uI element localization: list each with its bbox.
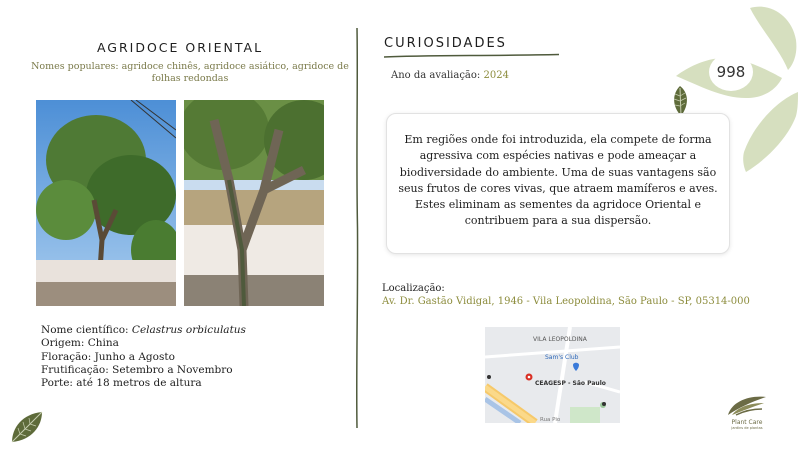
map-district-label: VILA LEOPOLDINA: [533, 336, 587, 343]
map-place-label: CEAGESP - São Paulo: [535, 380, 606, 387]
popular-names: Nomes populares: agridoce chinês, agridoce asiático, agridoce de folhas redondas: [31, 61, 349, 84]
section-title: CURIOSIDADES: [384, 36, 507, 51]
evaluation-year: [391, 70, 509, 81]
size: Porte: até 18 metros de altura: [41, 377, 202, 390]
tree-photo-1: [36, 100, 176, 306]
plant-care-logo-icon: [726, 393, 768, 417]
brand-logo: [717, 419, 777, 430]
curiosity-text: Em regiões onde foi introduzida, ela compete de forma agressiva com espécies nativas e pode ameaçar a biodiversidade do ambiente. Uma de suas vantagens são seus frutos de cores vivas, que atraem mamíferos e aves. Estes eliminam as sementes da agridoce Oriental e contribuem para a sua dispersão.: [398, 133, 718, 228]
scientific-name-label: Nome científico:: [41, 324, 129, 336]
scientific-name-row: [41, 324, 246, 337]
year-label: Ano da avaliação:: [391, 70, 481, 81]
brand-tagline: jardins de plantas: [731, 426, 763, 430]
plant-title: AGRIDOCE ORIENTAL: [96, 40, 264, 55]
location-address: Av. Dr. Gastão Vidigal, 1946 - Vila Leopoldina, São Paulo - SP, 05314-000: [382, 296, 750, 307]
fruiting: Frutificação: Setembro a Novembro: [41, 363, 233, 376]
record-number-badge: 998: [709, 53, 753, 91]
location-label: Localização:: [382, 283, 445, 294]
origin: Origem: China: [41, 337, 119, 350]
leaf-icon: [8, 408, 46, 446]
title-underline: [384, 53, 559, 59]
plant-facts: [41, 324, 246, 390]
tree-photo-2: [184, 100, 324, 306]
column-divider: [352, 28, 362, 428]
curiosity-card: [386, 113, 730, 254]
location-map[interactable]: [485, 327, 620, 423]
flowering: Floração: Junho a Agosto: [41, 350, 175, 363]
scientific-name: Celastrus orbiculatus: [131, 324, 246, 336]
brand-name: Plant Care: [731, 419, 763, 426]
year-value: 2024: [483, 70, 509, 81]
map-store-label: Sam's Club: [545, 354, 579, 361]
map-street-label: Rua Pio: [540, 417, 561, 423]
